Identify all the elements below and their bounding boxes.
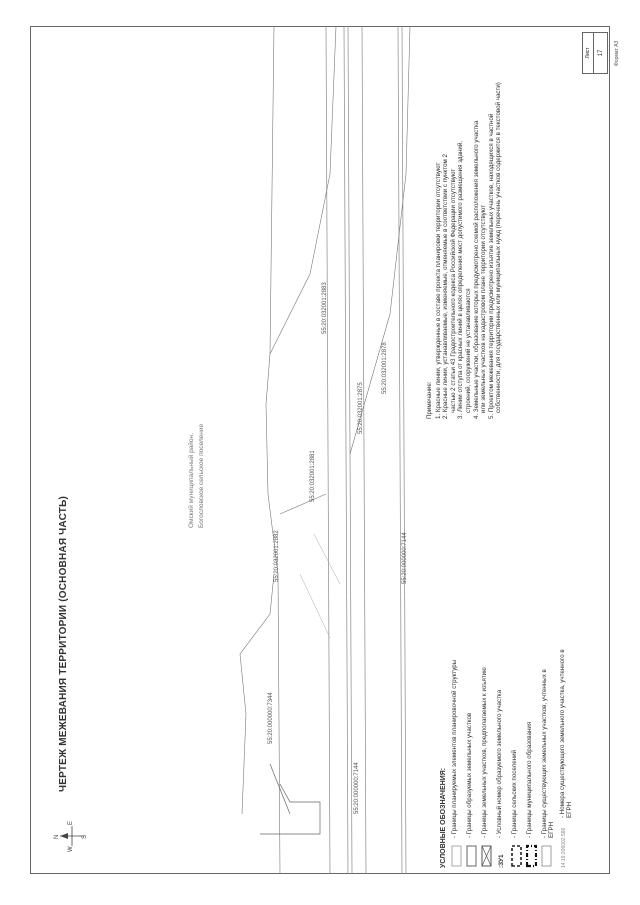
legend-item: :ЗУ1 - Условный номер образуемого земельного участка <box>496 689 505 868</box>
legend-item: - Границы земельных участков, предполагаемых к изъятию <box>481 548 493 868</box>
parcel-label: 55:20:032001:2875 <box>358 382 364 434</box>
legend-title: УСЛОВНЫЕ ОБОЗНАЧЕНИЯ: <box>440 767 447 868</box>
leader-line-3 <box>314 534 340 584</box>
legend-symbol-new-parcel-icon <box>466 842 477 868</box>
legend-symbol-zu: :ЗУ1 <box>498 854 505 868</box>
legend-item: 14:19:206002:586 - Номера существующего земельного участка, учтенного в ЕГРН <box>558 649 574 868</box>
legend-item: - Границы существующих земельных участков, учтенных в ЕГРН <box>541 548 556 868</box>
parcel-boundary-c <box>280 494 326 514</box>
leader-line-2 <box>300 574 330 638</box>
small-plot <box>260 784 320 834</box>
road-line-5 <box>398 26 402 874</box>
note-line: собственности, для государственных или муниципальных нужд (перечень участков содержится в текстовой части) <box>495 82 503 413</box>
note-line: 4. Земельные участки, образование которых предусмотрено схемой расположения земельного участка <box>472 120 480 419</box>
north-arrow-icon <box>56 820 88 852</box>
sheet-stamp <box>582 32 608 74</box>
parcel-label: 55:20:000000:7144 <box>402 532 408 584</box>
legend-symbol-rural-icon <box>511 842 522 868</box>
parcel-label: 55:20:032001:2878 <box>382 342 388 394</box>
notes-title: Примечание: <box>426 381 433 419</box>
note-line: 1. Красные линии, утвержденные в составе проекта планировки территории отсутствуют <box>434 162 442 419</box>
legend-symbol-municipal-icon <box>526 842 537 868</box>
area-label-2: Богословское сельское поселение <box>198 423 205 528</box>
compass-e: E <box>68 820 74 825</box>
area-label-1: Омский муниципальный район, <box>188 433 195 528</box>
parcel-label: 55:20:032001:2881 <box>310 450 316 502</box>
legend-symbol-cad: 14:19:206002:586 <box>560 827 567 868</box>
note-line: 2. Красные линии, устанавливаемые, изменяемые, отменяемые в соответствии с пунктом 2 <box>442 154 450 419</box>
road-line-6 <box>402 26 406 874</box>
parcel-boundary-top <box>266 26 280 874</box>
notes <box>426 79 503 419</box>
road-line-1 <box>326 26 330 874</box>
note-line: частью 2 статьи 43 Градостроительного кодекса Российской Федерации отсутствуют <box>449 168 457 413</box>
stamp-label: Лист <box>583 33 594 73</box>
legend <box>440 548 577 868</box>
parcel-label: 55:20:032001:2882 <box>274 530 280 582</box>
leader-line-1 <box>270 764 290 814</box>
compass-s: S <box>82 834 88 839</box>
road-line-2 <box>344 26 348 874</box>
parcel-label: 55:20:000000:7144 <box>354 762 360 814</box>
parcel-label: 55:20:032001:2883 <box>322 282 328 334</box>
compass-w: W <box>68 846 74 852</box>
rotated-drawing <box>30 26 620 874</box>
stamp-value: 17 <box>598 49 604 57</box>
legend-symbol-existing-icon <box>541 842 552 868</box>
legend-item: - Границы муниципального образования <box>526 548 538 868</box>
road-line-4 <box>362 26 366 874</box>
legend-item: - Границы сельских поселений <box>511 548 523 868</box>
parcel-label: 55:20:000000:7344 <box>268 692 274 744</box>
legend-item: - Границы планируемых элементов планировочной структуры <box>451 548 463 868</box>
legend-symbol-seizure-icon <box>481 842 492 868</box>
note-line: 5. Проектом межевания территории предусмотрено изъятие земельных участков, находящихся в частной <box>487 113 495 419</box>
drawing-title: ЧЕРТЕЖ МЕЖЕВАНИЯ ТЕРРИТОРИИ (ОСНОВНАЯ ЧАСТЬ) <box>58 496 69 792</box>
note-line: 3. Линии отступа от красных линий в целях определения мест допустимого размещения зданий, <box>457 141 465 419</box>
note-line: строений, сооружений не устанавливаются <box>464 288 472 413</box>
format-label: Формат А3 <box>614 40 620 66</box>
legend-symbol-planning-icon <box>451 842 462 868</box>
compass-n: N <box>54 834 60 839</box>
legend-item: - Границы образуемых земельных участков <box>466 548 478 868</box>
note-line: или земельных участков на кадастровом плане территории отсутствуют <box>480 204 488 413</box>
